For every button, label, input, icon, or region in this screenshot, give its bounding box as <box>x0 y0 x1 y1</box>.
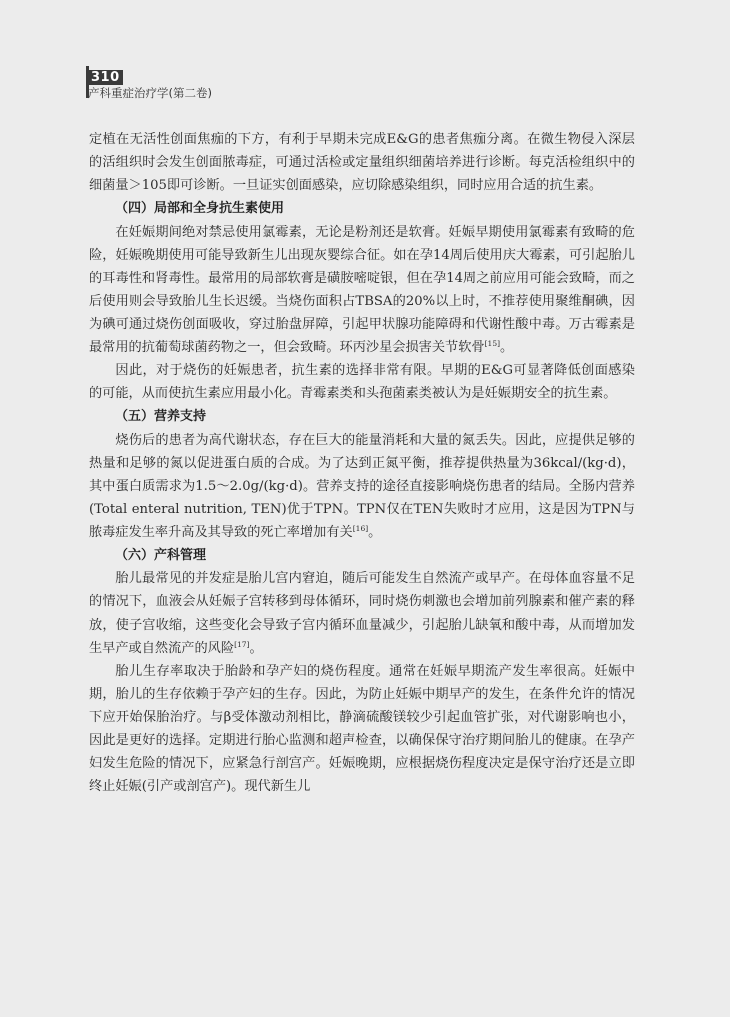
paragraph-text: 烧伤后的患者为高代谢状态，存在巨大的能量消耗和大量的氮丢失。因此，应提供足够的热量和足够的氮以促进蛋白质的合成。为了达到正氮平衡，推荐提供热量为36kcal/(kg·d)，其中蛋白质需求为1.5～2.0g/(kg·d)。营养支持的途径直接影响烧伤患者的结局。全肠内营养(Total enteral nutrition, TEN)优于TPN。TPN仅在TEN失败时才应用，这是因为TPN与脓毒症发生率升高及其导致的死亡率增加有关 <box>89 432 635 540</box>
citation-ref: [16] <box>352 524 369 533</box>
book-title: 产科重症治疗学(第二卷) <box>88 86 212 100</box>
section-heading-obstetric: （六）产科管理 <box>115 548 207 564</box>
paragraph-obstetric <box>89 567 635 659</box>
running-header <box>88 66 212 100</box>
page-number: 310 <box>88 70 123 85</box>
section-heading-antibiotics: （四）局部和全身抗生素使用 <box>115 201 285 217</box>
section-heading-nutrition: （五）营养支持 <box>115 409 207 425</box>
paragraph-nutrition <box>89 429 635 544</box>
paragraph-antibiotics <box>89 221 635 360</box>
paragraph-text-end: 。 <box>368 525 382 540</box>
page-body <box>89 128 635 798</box>
paragraph-fetal-survival: 胎儿生存率取决于胎龄和孕产妇的烧伤程度。通常在妊娠早期流产发生率很高。妊娠中期，胎儿的生存依赖于孕产妇的生存。因此，为防止妊娠中期早产的发生，在条件允许的情况下应开始保胎治疗。与β受体激动剂相比，静滴硫酸镁较少引起血管扩张，对代谢影响也小，因此是更好的选择。定期进行胎心监测和超声检查，以确保保守治疗期间胎儿的健康。在孕产妇发生危险的情况下，应紧急行剖宫产。妊娠晚期，应根据烧伤程度决定是保守治疗还是立即终止妊娠(引产或剖宫产)。现代新生儿 <box>89 663 635 795</box>
paragraph-continuation: 定植在无活性创面焦痂的下方，有利于早期未完成E&G的患者焦痂分离。在微生物侵入深层的活组织时会发生创面脓毒症，可通过活检或定量组织细菌培养进行诊断。每克活检组织中的细菌量＞105即可诊断。一旦证实创面感染，应切除感染组织，同时应用合适的抗生素。 <box>89 132 635 194</box>
paragraph-text: 在妊娠期间绝对禁忌使用氯霉素，无论是粉剂还是软膏。妊娠早期使用氯霉素有致畸的危险，妊娠晚期使用可能导致新生儿出现灰婴综合征。如在孕14周后使用庆大霉素，可引起胎儿的耳毒性和肾毒性。最常用的局部软膏是磺胺嘧啶银，但在孕14周之前应用可能会致畸，而之后使用则会导致胎儿生长迟缓。当烧伤面积占TBSA的20%以上时，不推荐使用聚维酮碘，因为碘可通过烧伤创面吸收，穿过胎盘屏障，引起甲状腺功能障碍和代谢性酸中毒。万古霉素是最常用的抗葡萄球菌药物之一，但会致畸。环丙沙星会损害关节软骨 <box>89 224 635 356</box>
citation-ref: [15] <box>484 339 501 349</box>
paragraph-text-end: 。 <box>500 340 514 356</box>
citation-ref: [17] <box>234 639 250 649</box>
paragraph-text-end: 。 <box>249 640 263 656</box>
paragraph-text: 胎儿最常见的并发症是胎儿宫内窘迫，随后可能发生自然流产或早产。在母体血容量不足的情况下，血液会从妊娠子宫转移到母体循环，同时烧伤刺激也会增加前列腺素和催产素的释放，使子宫收缩，这些变化会导致子宫内循环血量减少，引起胎儿缺氧和酸中毒，从而增加发生早产或自然流产的风险 <box>89 571 635 656</box>
paragraph-antibiotics-summary: 因此，对于烧伤的妊娠患者，抗生素的选择非常有限。早期的E&G可显著降低创面感染的可能，从而使抗生素应用最小化。青霉素类和头孢菌素类被认为是妊娠期安全的抗生素。 <box>89 363 635 402</box>
